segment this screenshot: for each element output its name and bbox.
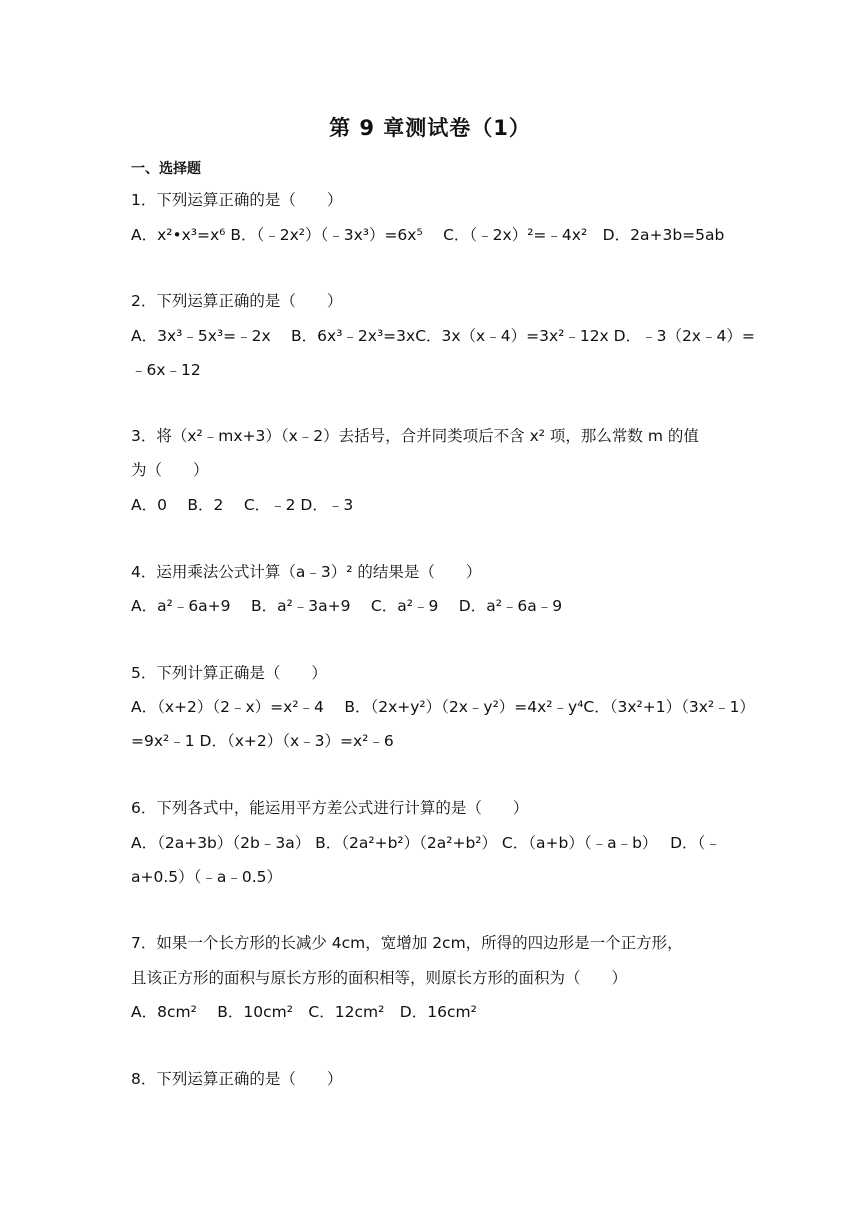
question-2-options: A．3x³﹣5x³=﹣2x B．6x³﹣2x³=3xC．3x（x﹣4）=3x²﹣12x D．﹣3（2x﹣4）=	[131, 327, 755, 345]
question-3-stem: 3．将（x²﹣mx+3）（x﹣2）去括号，合并同类项后不含 x² 项，那么常数 m 的值	[131, 427, 699, 445]
question-4-options: A．a²﹣6a+9 B．a²﹣3a+9 C．a²﹣9 D．a²﹣6a﹣9	[131, 597, 563, 615]
question-8-stem: 8．下列运算正确的是（ ）	[131, 1070, 343, 1088]
question-2-options-cont: ﹣6x﹣12	[131, 361, 201, 379]
question-6-options-cont: a+0.5）（﹣a﹣0.5）	[131, 868, 283, 886]
question-7-options: A．8cm² B．10cm² C．12cm² D．16cm²	[131, 1003, 477, 1021]
question-5-options-cont: =9x²﹣1 D．（x+2）（x﹣3）=x²﹣6	[131, 732, 394, 750]
question-7-stem-cont: 且该正方形的面积与原长方形的面积相等，则原长方形的面积为（ ）	[131, 969, 628, 987]
question-3-stem-cont: 为（ ）	[131, 461, 209, 479]
question-3-options: A．0 B．2 C．﹣2 D．﹣3	[131, 496, 354, 514]
question-1-options: A．x²•x³=x⁶ B．（﹣2x²）（﹣3x³）=6x⁵ C．（﹣2x）²=﹣4x² D．2a+3b=5ab	[131, 226, 725, 244]
question-4-stem: 4．运用乘法公式计算（a﹣3）² 的结果是（ ）	[131, 563, 482, 581]
question-6-options: A．（2a+3b）（2b﹣3a） B．（2a²+b²）（2a²+b²） C．（a+b）（﹣a﹣b） D．（﹣	[131, 834, 721, 852]
question-5-stem: 5．下列计算正确是（ ）	[131, 664, 327, 682]
question-2-stem: 2．下列运算正确的是（ ）	[131, 292, 343, 310]
question-7-stem: 7．如果一个长方形的长减少 4cm，宽增加 2cm，所得的四边形是一个正方形，	[131, 934, 683, 952]
question-6-stem: 6．下列各式中，能运用平方差公式进行计算的是（ ）	[131, 799, 529, 817]
question-1-stem: 1．下列运算正确的是（ ）	[131, 191, 343, 209]
page-title: 第 9 章测试卷（1）	[329, 116, 531, 140]
question-5-options: A．（x+2）（2﹣x）=x²﹣4 B．（2x+y²）（2x﹣y²）=4x²﹣y⁴C．（3x²+1）（3x²﹣1）	[131, 698, 755, 716]
section-heading: 一、选择题	[131, 161, 201, 177]
